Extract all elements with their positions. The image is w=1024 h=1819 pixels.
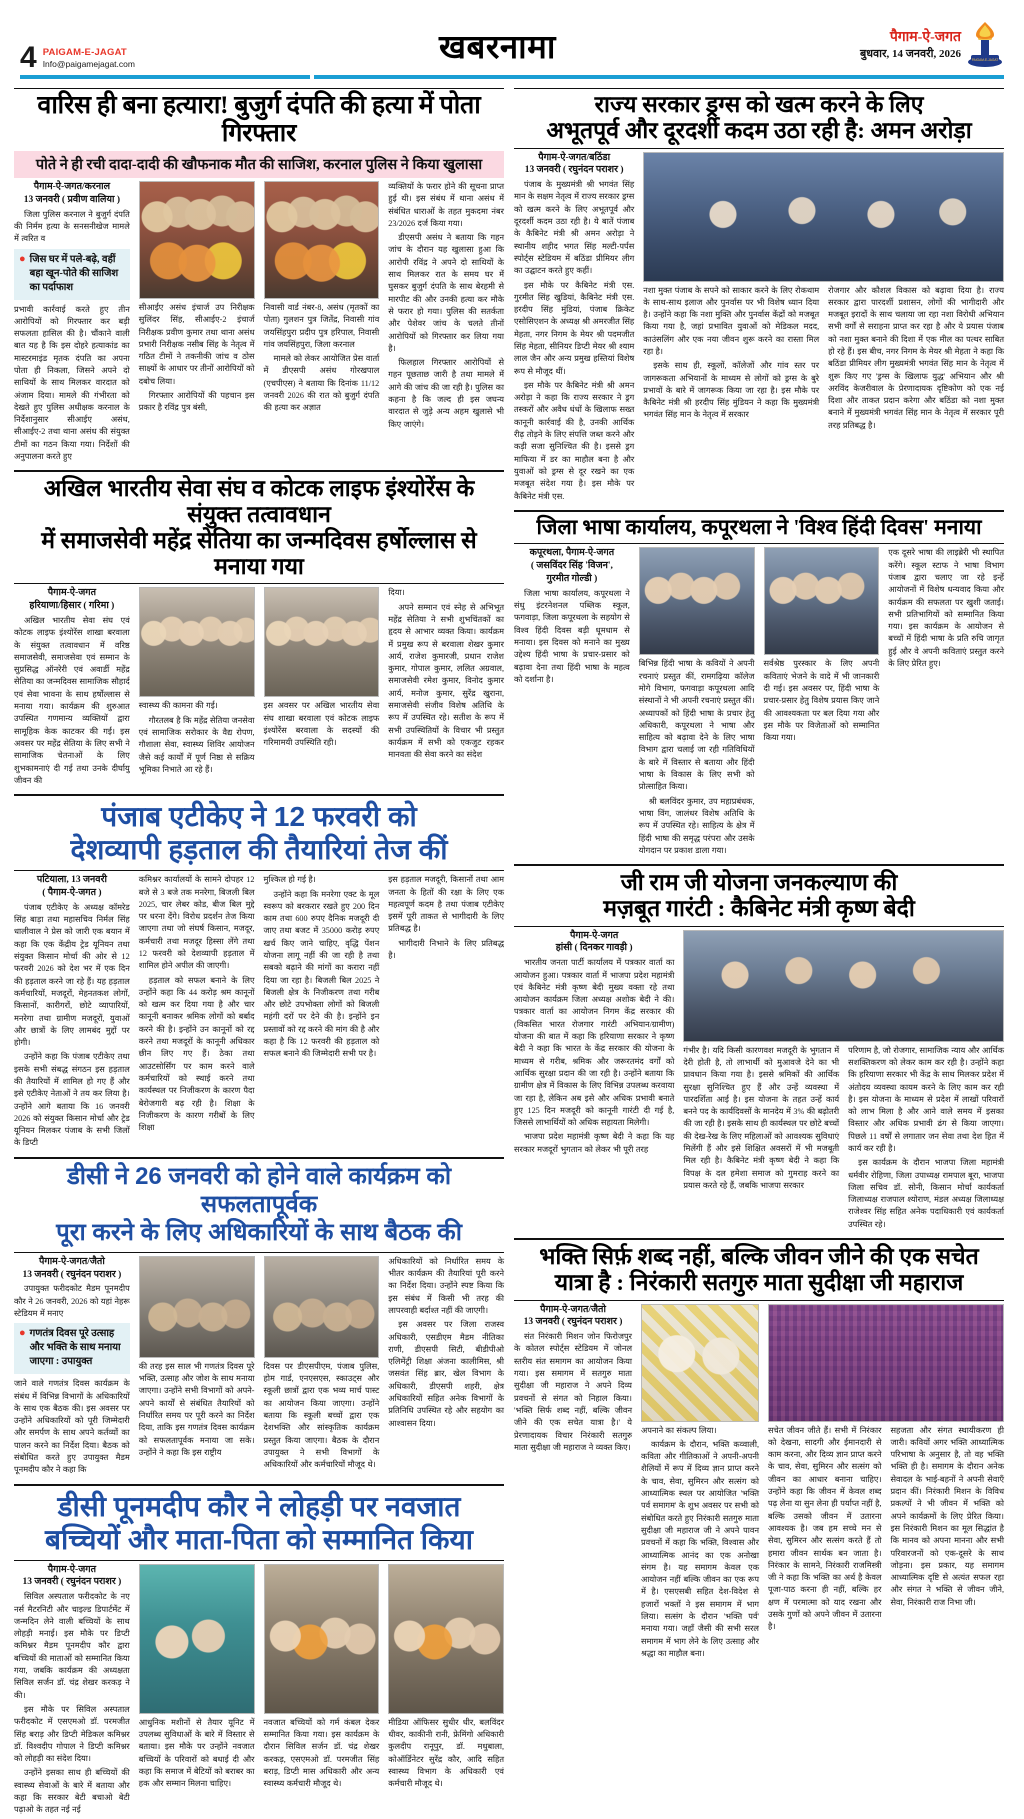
byline: [514, 547, 630, 585]
body-column-3: [264, 1256, 380, 1479]
paragraph: प्रभावी कार्रवाई करते हुए तीन आरोपियों को गिरफ्तार कर बड़ी सफलता हासिल की है। चौंकाने वाली बात यह है कि इस दोहरे हत्याकांड का मास्टरमाइंड मृतक दंपति का अपना पोता ही निकला, जिसने अपने दो साथियों के साथ मिलकर वारदात को अंजाम दिया। मामले की गंभीरता को देखते हुए पुलिस अधीक्षक करनाल के निर्देशानुसार सीआईए असंध, सीआईए-2 तथा थाना असंध की संयुक्त टीमों का गठन किया गया। निर्देशों की अनुपालना करते हुए: [14, 304, 130, 462]
byline-line-2: ( पैगाम-ऐ-जगत ): [42, 888, 102, 899]
byline-line-1: पैगाम-ऐ-जगत/जैतो: [38, 1256, 105, 1267]
article-photo-police-team: [264, 181, 380, 299]
paragraph: इस कार्यक्रम के दौरान भाजपा जिला महामंत्री धर्मवीर रोहिणा, जिला उपाध्यक्ष रामपाल बूरा, भाजपा जिला सचिव डॉ. सोनी, किसान मोर्चा कार्यकर्ता जिलाध्यक्ष राजपाल श्योराण, मंडल अध्यक्ष जिलाध्यक्ष राजेश्वर सिंह सहित अनेक पदाधिकारी एवं कार्यकर्ता उपस्थित रहे।: [848, 1158, 1005, 1229]
article-photo-conference-room: [264, 1256, 380, 1358]
article-photo-cake-cutting: [139, 587, 255, 697]
article-headline-line-2: बच्चियों और माता-पिता को सम्मानित किया: [44, 1523, 473, 1555]
paragraph: अखिल भारतीय सेवा संघ एवं कोटक लाइफ इंश्योरेंस शाखा बरवाला के संयुक्त तत्वावधान में वरिष्ठ समाजसेवी, समाजसेवा एवं सम्मान के सुप्रसिद्ध ऑनरेरी एवं अवार्डी महेंद्र सेतिया का जन्मदिवस सामाजिक सौहार्द एवं सेवा भावना के साथ हर्षोल्लास से मनाया गया। कार्यक्रम की शुरुआत उपस्थित गणमान्य व्यक्तियों द्वारा सामूहिक केक काटकर की गई। इस अवसर पर महेंद्र सेतिया के लिए सभी ने सामाजिक चेतनाओं के लिए शुभकामनाएं दी गई तथा उनके दीर्घायु जीवन की: [14, 616, 130, 785]
body-column-3: [768, 1425, 882, 1636]
body-column-4: [388, 1564, 504, 1819]
byline: [14, 874, 130, 900]
article-headline-line-1: पंजाब एटीकेए ने 12 फरवरी को: [101, 801, 417, 833]
article-headline-line-1: अखिल भारतीय सेवा संघ व कोटक लाइफ इंश्योरेंस के संयुक्त तत्वावधान: [43, 476, 475, 528]
body-column-2: [139, 181, 255, 465]
paragraph: सिविल अस्पताल फरीदकोट के नए नर्स मैटरनिटी और चाइल्ड डिपार्टमेंट में जन्मदिन लेने वाली बच्चियों के साथ लोहड़ी मनाई। इस मौके पर डिप्टी कमिश्नर मैडम पूनमदीप कौर द्वारा बच्चियों की माताओं को सम्मानित किया गया, जबकि कार्यक्रम की अध्यक्षता सिविल सर्जन डॉ. चंद्र शेखर करकड़ ने की।: [14, 1592, 130, 1700]
article-hindi-diwas-kapurthala: [514, 510, 1004, 859]
article-photo-newborn-honouring: [264, 1564, 380, 1714]
byline-line-1: पैगाम-ऐ-जगत: [47, 588, 97, 599]
body-column-3: [764, 547, 880, 859]
paragraph: भारतीय जनता पार्टी कार्यालय में पत्रकार वार्ता का आयोजन हुआ। पत्रकार वार्ता में भाजपा प्रदेश महामंत्री एवं कैबिनेट मंत्री कृष्ण बेदी मुख्य वक्ता रहे तथा आयोजन कार्यक्रम जिला अध्यक्ष अशोक बेदी ने की। पत्रकार वार्ता का आयोजन निगम केंद्र सरकार की (विकसित भारत रोजगार गारंटी अभियान/ग्रामीण) योजना की बात में कहा कि हरियाणा सरकार ने कृष्ण बेदी ने कहा कि भारत के केंद्र सरकार की योजना के माध्यम से गरीब, श्रमिक और जरूरतमंद वर्गों को आर्थिक सुरक्षा प्रदान की जा रही है। उन्होंने बताया कि ग्रामीण क्षेत्र में विकास के लिए विभिन्न उपलब्ध करवाया जा रहा है, लेकिन अब इसे और अधिक प्रभावी बनाते हुए 125 दिन मजदूरी को कानूनी गारंटी दी गई है, जिससे लाभार्थियों को अधिक सहायता मिलेगी।: [514, 958, 675, 1128]
article-photo-hospital-inauguration: [139, 1564, 255, 1714]
paragraph: मामले को लेकर आयोजित प्रेस वार्ता में डीएसपी असंध गोरखपाल (एचपीएस) ने बताया कि दिनांक 11/12 जनवरी 2026 की रात को बुजुर्ग दंपति की हत्या कर अज्ञात: [263, 354, 380, 413]
article-headline-line-2: मज़बूत गारंटी : कैबिनेट मंत्री कृष्ण बेदी: [603, 895, 915, 921]
byline-line-2: हांसी ( दिनकर गावड़ी ): [555, 943, 633, 954]
paragraph: गंभीर है। यदि किसी कारणवश मजदूरी के भुगतान में देरी होती है, तो लाभार्थी को मुआवजे देने का भी प्रावधान किया गया है। इससे श्रमिकों की आर्थिक सुरक्षा सुनिश्चित हुए हैं और उन्हें व्यवस्था में पारदर्शिता आई है। इस योजना के तहत उन्हें कार्य बनने पद के कार्यदिवसों के मानदेय में 3% की बढ़ोतरी की जा रही है। इसके साथ ही कार्यस्थल पर छोटे बच्चों की देख-रेख के लिए महिलाओं को आवश्यक सुविधाएं मिलेंगी हैं और इसे शिक्षित अवसरों में भी मजबूती मिल रही है। कैबिनेट मंत्री कृष्ण बेदी ने कहा कि विपक्ष के दल हमेशा समाज को गुमराह करने का प्रयास करते रहे हैं, जबकि भाजपा सरकार: [683, 1045, 840, 1190]
bullet-dot-icon: ●: [19, 1327, 26, 1340]
paragraph: मुश्किल हो गई है।: [263, 875, 316, 885]
sub-columns: [768, 1425, 1004, 1636]
body-column-1: [514, 1304, 632, 1663]
body-column-2: [139, 874, 255, 1152]
article-dc-lohri-newborn-girls: [14, 1484, 504, 1819]
sub-columns: [643, 285, 1004, 435]
body-column-1: [514, 930, 674, 1233]
article-headline: जिला भाषा कार्यालय, कपूरथला ने 'विश्व हिंदी दिवस' मनाया: [536, 514, 982, 539]
body-column-4: [388, 874, 504, 1152]
brand-name-hindi: पैगाम-ऐ-जगत: [889, 30, 961, 46]
masthead-left: [20, 40, 135, 74]
paragraph: अधिकारियों को निर्धारित समय के भीतर कार्यक्रम की तैयारियां पूरी करने का निर्देश दिया। उन्होंने स्पष्ट किया कि इस संबंध में किसी भी तरह की लापरवाही बर्दाश्त नहीं की जाएगी।: [388, 1256, 504, 1315]
byline-line-1: पैगाम-ऐ-जगत: [47, 1564, 97, 1575]
byline-line-2: 13 जनवरी ( प्रवीण वालिया ): [23, 194, 121, 205]
byline-line-1: पैगाम-ऐ-जगत/जैतो: [540, 1304, 606, 1315]
byline: [14, 587, 130, 613]
body-column-1: [14, 1256, 130, 1479]
article-dc-republic-day-meeting: [14, 1157, 504, 1479]
brand-name-english: PAIGAM-E-JAGAT: [42, 46, 127, 58]
article-headline-line-1: डीसी पूनमदीप कौर ने लोहड़ी पर नवजात: [57, 1490, 461, 1522]
paragraph: परिणाम है, जो रोजगार, सामाजिक न्याय और आर्थिक सशक्तिकरण को लेकर काम कर रही है। उन्होंने कहा कि हरियाणा सरकार भी केंद्र के साथ मिलकर प्रदेश में अंतोदय व्यवस्था कायम करने के लिए काम कर रही है। इस योजना के माध्यम से प्रदेश में लाखों परिवारों को लाभ मिला है और आने वाले समय में इसका विस्तार और अधिक प्रभावी ढंग से किया जाएगा। पिछले 11 वर्षों से लगातार जन सेवा तथा देश हित में कार्य कर रही है।: [848, 1045, 1005, 1153]
body-column-4: [388, 587, 504, 789]
article-headline-line-2: पूरा करने के लिए अधिकारियों के साथ बैठक की: [56, 1219, 462, 1247]
paragraph: निवासी वार्ड नंबर-8, असंध (मृतकों का पोता) गुलशन पुत्र जितेंद्र, निवासी गांव जयसिंहपुरा प्रदीप पुत्र हरिपाल, निवासी गांव जयसिंहपुरा, जिला करनाल: [263, 303, 380, 349]
paragraph: इस अवसर पर जिला राजस्व अधिकारी, एसडीएम मैडम नीतिका राणी, डीएसपी सिटी, बीडीपीओ एलिमेंट्री शिक्षा अंजना कालीमिस, श्री जसवंत सिंह ब्रार, खेल विभाग के अधिकारी, डीएसपी शहरी, क्षेत्र अधिकारियों सहित अनेक विभागों के प्रतिनिधि उपस्थित रहे और सहयोग का आश्वासन दिया।: [388, 1320, 504, 1428]
paragraph: दिवस पर डीएसपीएम, पंजाब पुलिस, होम गार्ड, एनएसएस, स्काउट्स और स्कूली छात्रों द्वारा एक भव्य मार्च पास्ट का आयोजन किया जाएगा। उन्होंने बताया कि स्कूली बच्चों द्वारा एक देशभक्ति और सांस्कृतिक कार्यक्रम प्रस्तुत किया जाएगा। बैठक के दौरान उपायुक्त ने सभी विभागों के अधिकारियों और कर्मचारियों मौजूद थे।: [263, 1361, 380, 1470]
article-photo-arrested-accused: [139, 181, 255, 299]
body-column-3: [264, 874, 380, 1152]
photo-caption: सीआईए असंध इंचार्ज उप निरीक्षक सुलिंदर सिंह, सीआईए-2 इंचार्ज निरीक्षक प्रवीण कुमार तथा थाना असंध प्रभारी निरीक्षक नसीब सिंह के नेतृत्व में गठित टीमों ने तकनीकी जांच व ठोस साक्ष्यों के आधार पर तीनों आरोपियों को दबोच लिया।: [138, 303, 255, 386]
paragraph: उन्होंने कहा कि मनरेगा एक्ट के मूल स्वरूप को बरकरार रखते हुए 200 दिन काम तथा 600 रुपए दैनिक मजदूरी दी जाए तथा बजट में 35000 करोड़ रुपए खर्च किए जाने चाहिए, वृद्धि पेंशन योजना लागू नहीं की जा रही है तथा सबको बढ़ाने की मांगों का करारा नहीं दिया जा रहा है। बिजली बिल 2025 ने बिजली क्षेत्र के निजीकरण तथा गरीब और छोटे उपभोक्ता लोगों को बिजली महंगी दरों पर देने की है। इन्होंने इन प्रस्तावों को रद्द करने की मांग की है और कहा है कि 12 फरवरी की हड़ताल को सफल बनाने की जिम्मेदारी सभी पर है।: [263, 889, 380, 1059]
article-body: [14, 587, 504, 789]
paragraph: सचेत जीवन जीते हैं। सभी में निरंकार को देखना, सादगी और ईमानदारी से काम करना, और दिव्य ज्ञान प्राप्त करने के चाव, सेवा, सुमिरन और सत्संग को जीवन का आधार बनाना चाहिए। उन्होंने कहा कि जीवन में केवल शब्द पढ़ लेना या सुन लेना ही पर्याप्त नहीं है, बल्कि उसको जीवन में उतारना आवश्यक है। जब हम सच्चे मन से सेवा, सुमिरन और सत्संग करते हैं तो हमारा जीवन सार्थक बन जाता है। निरंकार के सामने, निरंकारी राजमिस्त्री जी ने कहा कि भक्ति का अर्थ है केवल पूजा-पाठ करना ही नहीं, बल्कि हर क्षण में परमात्मा को याद रखना और उसके गुणों को अपने जीवन में उतारना है।: [768, 1425, 882, 1632]
section-title: खबरनामा: [438, 30, 556, 66]
article-ji-ram-ji-yojana: [514, 864, 1004, 1233]
paragraph: पंजाब एटीकेए के अध्यक्ष कॉमरेड सिंह बाड़ा तथा महासचिव निर्मल सिंह धालीवाल ने प्रेस को जारी एक बयान में कहा कि एक केंद्रीय ट्रेड यूनियन तथा संयुक्त किसान मोर्चा की ओर से 12 फरवरी 2026 को देश भर में एक दिन की हड़ताल करने जा रहे हैं। यह हड़ताल कर्मचारियों, मजदूरों, मेहनतकश लोगों, किसानों, कारीगरों, छोटे व्यापारियों, मनरेगा तथा ग्रामीण मजदूरों, युवाओं और छात्रों के लिए लामबंद मुद्दों पर होगी।: [14, 902, 130, 1048]
rule-segment-right: [314, 75, 1004, 79]
paragraph: जाने वाले गणतंत्र दिवस कार्यक्रम के संबंध में विभिन्न विभागों के अधिकारियों के साथ एक बैठक की। इस अवसर पर उन्होंने अधिकारियों को पूरी जिम्मेदारी और समर्पण के साथ अपने कर्तव्यों का पालन करने का निर्देश दिया। बैठक को संबोधित करते हुए उपायुक्त मैडम पूनमदीप कौर ने कहा कि: [14, 1379, 130, 1475]
paragraph: दिया।: [388, 588, 405, 598]
page-columns: [14, 84, 1010, 1819]
byline-line-1: पटियाला, 13 जनवरी: [36, 875, 107, 886]
paragraph: नवजात बच्चियों को गर्म कंबल देकर सम्मानित किया गया। इस कार्यक्रम के दौरान सिविल सर्जन डॉ. चंद्र शेखर करकड़, एसएमओ डॉ. परमजीत सिंह बराड़, डिप्टी मास अधिकारी और अन्य स्वास्थ्य कर्मचारी मौजूद थे।: [263, 1717, 380, 1789]
body-column-3: [828, 285, 1004, 435]
paragraph: पंजाब के मुख्यमंत्री श्री भगवंत सिंह मान के सक्षम नेतृत्व में राज्य सरकार ड्रग्स को खत्म करने के लिए अभूतपूर्व और दूरदर्शी कदम उठा रही है। ये बातें पंजाब के कैबिनेट मंत्री श्री अमन अरोड़ा ने स्थानीय शहीद भगत सिंह मल्टी-पर्पस स्पोर्ट्स स्टेडियम में बठिंडा प्रीमियर लीग का उद्घाटन करते हुए कहीं।: [514, 180, 635, 276]
masthead-brand-block: [43, 48, 135, 70]
body-column-1: [14, 587, 130, 789]
byline-line-1: पैगाम-ऐ-जगत/करनाल: [33, 182, 111, 192]
article-photo-award-ceremony: [764, 547, 880, 655]
body-column-2: [641, 1304, 759, 1663]
article-photo-press-conference: [683, 930, 1004, 1042]
byline-line-2: हरियाणा/हिसार ( गरिमा ): [29, 601, 115, 612]
paragraph: इस अवसर पर अखिल भारतीय सेवा संघ शाखा बरवाला एवं कोटक लाइफ इंश्योरेंस बरवाला के सदस्यों की गरिमामयी उपस्थिति रही।: [263, 701, 380, 748]
article-headline: वारिस ही बना हत्यारा! बुजुर्ग दंपति की हत्या में पोता गिरफ्तार: [37, 92, 481, 147]
article-heir-murder: [14, 88, 504, 465]
body-column-3: [264, 587, 380, 789]
article-headline-line-1: डीसी ने 26 जनवरी को होने वाले कार्यक्रम को सफलतापूर्वक: [66, 1162, 452, 1219]
paragraph: की तरह इस साल भी गणतंत्र दिवस पूरे भक्ति, उत्साह और जोश के साथ मनाया जाएगा। उन्होंने सभी विभागों को अपने-अपने कार्यों से संबंधित तैयारियों को निर्धारित समय पर पूरी करने का निर्देश दिया, ताकि इस गणतंत्र दिवस कार्यक्रम को सफलतापूर्वक मनाया जा सके। उन्होंने ने कहा कि इस राष्ट्रीय: [138, 1361, 255, 1457]
body-column-1: [14, 181, 130, 465]
article-seva-sangh-birthday: [14, 470, 504, 789]
callout-text: जिस घर में पले-बढ़े, वहीं बहा खून-पोते की साजिश का पर्दाफाश: [29, 253, 119, 293]
article-body: [14, 874, 504, 1152]
article-headline-line-2: यात्रा है : निरंकारी सतगुरु माता सुदीक्षा जी महाराज: [554, 1269, 964, 1295]
article-headline-line-2: देशव्यापी हड़ताल की तैयारियां तेज कीं: [70, 834, 448, 866]
byline-line-1: पैगाम-ऐ-जगत: [570, 930, 619, 941]
body-column-1: [14, 874, 130, 1152]
byline-line-2: ( जसविंदर सिंह 'विजन',: [530, 561, 613, 572]
body-column-1: [14, 1564, 130, 1819]
body-column-1: [514, 152, 634, 505]
body-column-3: [264, 1564, 380, 1819]
body-columns-with-photo: [643, 152, 1004, 505]
bullet-dot-icon: ●: [19, 252, 26, 265]
article-headline-line-1: जी राम जी योजना जनकल्याण की: [620, 870, 898, 896]
body-column-2: [683, 1045, 839, 1233]
masthead: [14, 10, 1010, 72]
byline-line-2: 13 जनवरी ( रघुनंदन पराशर ): [524, 165, 624, 176]
article-photo-stadium-audience: [643, 152, 1004, 282]
body-column-2: [139, 1564, 255, 1819]
paragraph: नशा मुक्त पंजाब के सपने को साकार करने के लिए रोकथाम के साथ-साथ इलाज और पुनर्वास पर भी विशेष ध्यान दिया है। उन्होंने कहा कि नशा मुक्ति और पुनर्वास केंद्रों को मजबूत किया गया है, जहां प्रभावित युवाओं को मेडिकल मदद, काउंसलिंग और एक नया जीवन शुरू करने का रास्ता मिल रहा है।: [643, 285, 820, 356]
article-body: [514, 930, 1004, 1233]
article-headline-line-1: भक्ति सिर्फ़ शब्द नहीं, बल्कि जीवन जीने की एक सचेत: [539, 1244, 979, 1270]
article-body: [514, 1304, 1004, 1663]
body-columns-with-photo: [683, 930, 1004, 1233]
contact-email: Info@paigamejagat.com: [42, 58, 135, 69]
paragraph: रोजगार और कौशल विकास को बढ़ावा दिया है। राज्य सरकार द्वारा पारदर्शी प्रशासन, लोगों की भागीदारी और मजबूत इरादों के साथ चलाया जा रहा नशा विरोधी अभियान सभी वर्गों से सराहना प्राप्त कर रहा है और ये प्रयास पंजाब को नशा मुक्त बनाने की दिशा में एक मील का पत्थर साबित हो रहे हैं। इस बीच, नगर निगम के मेयर श्री मेहता ने कहा कि बठिंडा प्रीमियर लीग मुख्यमंत्री भगवंत सिंह मान के नेतृत्व में शुरू किए गए 'ड्रग्स के खिलाफ युद्ध' अभियान और श्री अरविंद केजरीवाल के प्रेरणादायक दृष्टिकोण को एक नई दिशा और ताकत प्रदान करेगा और बठिंडा को नशा मुक्त बनाने में मुख्यमंत्री भगवंत सिंह मान के नेतृत्व में सरकार पूरी तरह प्रतिबद्ध है।: [828, 285, 1004, 430]
body-columns-with-photo: [768, 1304, 1004, 1663]
paragraph: सहजता और संगत स्थायीकरण ही जारी। कवियों अगर भक्ति आध्यात्मिक परिभाषा के अनुसार है, तो वह भक्ति भक्ति ही है। समागम के दौरान अनेक सेवादल के भाई-बहनों ने अपनी सेवाएँ प्रदान कीं। निरंकारी मिशन के विविध प्रकल्पों ने भी जीवन में भक्ति को अपने कार्यक्रमों के लिए प्रेरित किया। इस निरंकारी मिशन का मूल सिद्धांत है कि मानव को अपना मानना और सभी परिवारजनों को एक-दूसरे के साथ जोड़ना। इस प्रकार, यह समागम आध्यात्मिक दृष्टि से अत्यंत सफल रहा और संगत ने भक्ति से जीवन जीने, सेवा, निरंकारी राज निभा जी।: [890, 1425, 1004, 1607]
torch-logo-icon: [966, 22, 1004, 68]
byline-line-1: पैगाम-ऐ-जगत/बठिंडा: [538, 152, 611, 163]
body-column-4: [888, 547, 1004, 859]
body-column-4: [388, 181, 504, 465]
article-body: [514, 547, 1004, 859]
paragraph: गौरतलब है कि महेंद्र सेतिया जनसेवा एवं सामाजिक सरोकार के वैद्य रोपण, गौशाला सेवा, स्वास्थ्य शिविर आयोजन जैसे कई कार्यों में पूर्ण निष्ठा से सक्रिय भूमिका निभाते आ रहे हैं।: [138, 715, 255, 774]
paragraph: व्यक्तियों के फरार होने की सूचना प्राप्त हुई थी। इस संबंध में थाना असंध में संबंधित धाराओं के तहत मुकदमा नंबर 23/2026 दर्ज किया गया।: [388, 182, 504, 228]
paragraph: उपायुक्त फरीदकोट मैडम पूनमदीप कौर ने 26 जनवरी, 2026 को यहां नेहरू स्टेडियम में मनाए: [14, 1284, 130, 1318]
byline-line-2: 13 जनवरी ( रघुनंदन पराशर ): [22, 1577, 122, 1588]
paragraph: उन्होंने कहा कि पंजाब एटीकेए तथा इसके सभी संबद्ध संगठन इस हड़ताल की तैयारियों में शामिल हो गए हैं और इसे एटीकेए नेताओं ने तय कर लिया है। उन्होंने आगे बताया कि 16 जनवरी 2026 को संयुक्त किसान मोर्चा और ट्रेड यूनियन मिलकर पंजाब के सभी जिलों के डिप्टी: [14, 1052, 130, 1148]
byline-line-3: गुरमीत गोल्डी ): [546, 573, 598, 584]
article-photo-family-blankets: [388, 1564, 504, 1714]
paragraph: स्वास्थ्य की कामना की गई।: [138, 701, 218, 711]
article-headline-line-1: राज्य सरकार ड्रग्स को खत्म करने के लिए: [594, 92, 924, 117]
paragraph: इस मौके पर सिविल अस्पताल फरीदकोट में एसएमओ डॉ. परमजीत सिंह बराड़ और डिप्टी मेडिकल कमिश्नर डॉ. विश्वदीप गोपाल ने डिप्टी कमिश्नर को लोहड़ी का संदेश दिया।: [14, 1704, 130, 1764]
body-column-2: [639, 547, 755, 859]
paragraph: अपनाने का संकल्प लिया।: [641, 1425, 717, 1435]
article-punjab-atka-strike: [14, 794, 504, 1152]
byline-line-2: 13 जनवरी ( रघुनंदन पराशर ): [22, 1269, 122, 1280]
masthead-right: [860, 22, 1004, 70]
masthead-center: [135, 23, 860, 70]
svg-text:PAIGAM-E-JAGAT: PAIGAM-E-JAGAT: [971, 58, 999, 62]
paragraph: एक दूसरे भाषा की लाइब्रेरी भी स्थापित करेंगे। स्कूल स्टाफ ने भाषा विभाग पंजाब द्वारा चलाए जा रहे इन्हें आयोजनों में विशेष धन्यवाद किया और कार्यक्रम की सफलता पर खुशी जताई। सभी प्रतिभागियों को सम्मानित किया गया। इस कार्यक्रम के आयोजन से बच्चों में हिंदी भाषा के प्रति रुचि जागृत हुई और वे अपनी कविताएं प्रस्तुत करने के लिए प्रेरित हुए।: [888, 548, 1004, 669]
paragraph: आधुनिक मशीनों से तैयार यूनिट में उपलब्ध सुविधाओं के बारे में विस्तार से बताया। इस मौके पर उन्होंने नवजात बच्चियों के परिवारों को बधाई दी और कहा कि समाज में बेटियों को बराबर का हक और सम्मान मिलना चाहिए।: [138, 1717, 255, 1789]
article-headline-line-2: में समाजसेवी महेंद्र सेतिया का जन्मदिवस हर्षोल्लास से मनाया गया: [41, 527, 477, 579]
byline: [14, 1256, 130, 1282]
article-photo-officials-meeting: [139, 1256, 255, 1358]
callout-text: गणतंत्र दिवस पूरे उत्साह और भक्ति के साथ मनाया जाएगा : उपायुक्त: [29, 1328, 121, 1368]
article-body: [14, 1256, 504, 1479]
body-column-2: [643, 285, 819, 435]
paragraph: गिरफ्तार आरोपियों की पहचान इस प्रकार है रविंद्र पुत्र बंसी,: [138, 391, 255, 413]
byline: [514, 152, 634, 178]
paragraph: भाजपा प्रदेश महामंत्री कृष्ण बेदी ने कहा कि यह सरकार मजदूरों भुगतान को लेकर भी पूरी तरह: [514, 1132, 675, 1154]
paragraph: उन्होंने इसका साथ ही बच्चियों की स्वास्थ्य सेवाओं के बारे में बताया और कहा कि सरकार बेटी बचाओ बेटी पढ़ाओ के तहत नई नई: [14, 1768, 130, 1815]
article-nirankari-satguru: [514, 1238, 1004, 1662]
paragraph: संत निरंकारी मिशन जोन फिरोजपुर के कोतल स्पोर्ट्स स्टेडियम में जोनल स्तरीय संत समागम का आयोजन किया गया। इस समागम में सतगुरु माता सुदीक्षा जी महाराज ने अपने दिव्य प्रवचनों से संगत को निहाल किया। 'भक्ति सिर्फ शब्द नहीं, बल्कि जीवन जीने की एक सचेत यात्रा है।' ये प्रेरणादायक विचार निरंकारी सतगुरु माता सुदीक्षा जी महाराज ने व्यक्त किए।: [514, 1332, 632, 1452]
byline: [514, 930, 674, 956]
byline-line-2: 13 जनवरी ( रघुनंदन पराशर ): [523, 1317, 623, 1328]
article-photo-satsang-crowd: [768, 1304, 1004, 1422]
paragraph: इस मौके पर कैबिनेट मंत्री श्री अमन अरोड़ा ने कहा कि राज्य सरकार ने ड्रग तस्करों और अवैध धंधों के खिलाफ सख्त कानूनी कार्रवाई की है, उनकी आर्थिक रीढ़ तोड़ने के लिए संपत्ति जब्त करने और कड़ी सजा सुनिश्चित की है। इससे ड्रग माफिया में डर का माहौल बना है और युवाओं को ड्रग्स से दूर रखने का एक मजबूत संदेश गया है। इस मौके पर कैबिनेट मंत्री एस.: [514, 380, 635, 501]
body-column-4: [388, 1256, 504, 1479]
article-body: [14, 1564, 504, 1819]
byline: [14, 181, 130, 207]
article-photo-attendees: [264, 587, 380, 697]
article-body: [514, 152, 1004, 505]
body-column-2: [139, 587, 255, 789]
article-headline-line-2: अभूतपूर्व और दूरदर्शी कदम उठा रही है: अमन अरोड़ा: [546, 117, 972, 143]
callout-box: [14, 249, 130, 300]
page-number: 4: [20, 40, 37, 74]
paragraph: कमिश्नर कार्यालयों के सामने दोपहर 12 बजे से 3 बजे तक मनरेगा, बिजली बिल 2025, चार लेबर कोड, बीज बिल मुद्दे पर धरना देंगे। विरोध प्रदर्शन तेज किया जाएगा तथा जो संघर्ष किसान, मजदूर, कर्मचारी तथा मजदूर हिस्सा लेंगे तथा 12 फरवरी को देशव्यापी हड़ताल में शामिल होने अपील की जाएगी।: [138, 875, 255, 971]
paragraph: बिभिन्न हिंदी भाषा के कवियों ने अपनी रचनाएं प्रस्तुत कीं, रामगढ़िया कॉलेज मोगे विभाग, फगवाड़ा कपूरथला आदि संस्थानों ने भी अपनी रचनाएं प्रस्तुत कीं। अध्यापकों को हिंदी भाषा के प्रचार हेतु अधिकारी, कपूरथला ने भाषा और साहित्य को बढ़ावा देने के लिए भाषा विभाग द्वारा चलाई जा रही गतिविधियों के बारे में विस्तार से बताया और हिंदी भाषा के विकास के लिए सभी को प्रोत्साहित किया।: [638, 659, 755, 792]
paragraph: श्री बलविंदर कुमार, उप महाप्रबंधक, भाषा विंग, जालंधर विशेष अतिथि के रूप में उपस्थित रहे। साहित्य के क्षेत्र में हिंदी भाषा की समृद्ध परंपरा और उसके योगदान पर प्रकाश डाला गया।: [638, 796, 755, 855]
paragraph: कार्यक्रम के दौरान, भक्ति कव्वाली, कविता और गीतिकाओं ने अपनी-अपनी शैलियों में रूप में दिव्य ज्ञान प्राप्त करने के चाव, सेवा, सुमिरन और सत्संग को आध्यात्मिक स्थल पर आयोजित 'भक्ति पर्व समागम' के शुभ अवसर पर सभी को संबोधित करते हुए निरंकारी सतगुरु माता सुदीक्षा जी महाराज जी ने अपने पावन प्रवचनों में कहा कि भक्ति, विश्वास और आध्यात्मिक आनंद का एक अनोखा संगम है। यह समागम केवल एक आयोजन नहीं बल्कि जीवन का एक रूप में है। एसएसबी सहित देश-विदेश से हजारों भक्तों ने इस समागम में भाग लिया। सत्संग के दौरान 'भक्ति पर्व' मनाया गया। जहाँ जैसी की सभी सरल समागम में भाग लेने के लिए उत्साह और श्रद्धा का माहौल बना।: [641, 1439, 759, 1658]
article-body: [14, 181, 504, 465]
masthead-rule: [20, 75, 1004, 79]
rule-segment-left: [20, 75, 310, 79]
paragraph: सर्वश्रेष्ठ पुरस्कार के लिए अपनी कविताएं भेजने के वादे में भी जानकारी दी गई। इस अवसर पर, हिंदी भाषा के प्रचार-प्रसार हेतु विशेष प्रयास किए जाने की आवश्यकता पर बल दिया गया और इस मौके पर विजेताओं को सम्मानित किया गया।: [763, 659, 880, 743]
article-drugs-aman-arora: [514, 88, 1004, 505]
paragraph: इस मौके पर कैबिनेट मंत्री एस. गुरमीत सिंह खुडियां, कैबिनेट मंत्री एस. हरदीप सिंह मुंडियां, पंजाब क्रिकेट एसोसिएशन के अध्यक्ष श्री अमरजीत सिंह मेहता, नगर निगम के मेयर श्री पदमजीत सिंह मेहता, सीनियर डिप्टी मेयर श्री श्याम लाल जैन और अन्य प्रमुख हस्तियां विशेष रूप से मौजूद थीं।: [514, 280, 635, 376]
byline: [514, 1304, 632, 1330]
callout-box: [14, 1323, 130, 1374]
masthead-date-block: [860, 29, 961, 61]
paragraph: भागीदारी निभाने के लिए प्रतिबद्ध है।: [388, 938, 504, 960]
paragraph: मीडिया ऑफिसर सुधीर धीर, बलविंदर धीवर, काकीनी रानी, फ्रेमिंगो अधिकारी कुलदीप रानूपुर, डॉ. मधुबाला, कोऑर्डिनेटर सुरेंद्र कौर, आदि सहित स्वास्थ्य विभाग के अधिकारी एवं कर्मचारी मौजूद थे।: [388, 1717, 504, 1789]
body-column-3: [264, 181, 380, 465]
body-column-4: [891, 1425, 1005, 1636]
paragraph: जिला भाषा कार्यालय, कपूरथला ने संधु इंटरनेशनल पब्लिक स्कूल, फगवाड़ा, जिला कपूरथला के सहयोग से विश्व हिंदी दिवस बड़ी धूमधाम से मनाया। इस दिवस को मनाने का मुख्य उद्देश्य हिंदी भाषा के प्रचार-प्रसार को बढ़ावा देना तथा हिंदी भाषा के महत्व को दर्शाना है।: [514, 588, 630, 684]
sub-columns: [683, 1045, 1004, 1233]
paragraph: अपने सम्मान एवं स्नेह से अभिभूत महेंद्र सेतिया ने सभी शुभचिंतकों का हृदय से आभार व्यक्त किया। कार्यक्रम में प्रमुख रूप से बरवाला शेखर कुमार आर्य, राजेश कुमारजी, प्रधान राजेश कुमार, गोपाल कुमार, ललित अग्रवाल, समाजसेवी रमेश कुमार, विनोद कुमार आर्य, मनोज कुमार, सुरेंद्र खुराना, समाजसेवी संजीव विशेष अतिथि के रूप में उपस्थित रहे। सतीश के रूप में सभी उपस्थितियों के विचार भी प्रस्तुत कार्यक्रम में सभी को एकजुट रहकर मानवता की सेवा करने का संदेश: [388, 602, 504, 760]
paragraph: इस हड़ताल मजदूरी, किसानों तथा आम जनता के हितों की रक्षा के लिए एक महत्वपूर्ण कदम है तथा पंजाब एटीकेए इसमें पूरी ताकत से भागीदारी के लिए प्रतिबद्ध है।: [388, 875, 504, 934]
paragraph: जिला पुलिस करनाल ने बुजुर्ग दंपति की निर्मम हत्या के सनसनीखेज मामले में त्वरित व: [14, 209, 130, 244]
left-column: [14, 84, 504, 1819]
body-column-1: [514, 547, 630, 859]
paragraph: डीएसपी असंध ने बताया कि गहन जांच के दौरान यह खुलासा हुआ कि आरोपी रविंद्र ने अपने दो साथियों के साथ मिलकर रात के समय घर में घुसकर बुजुर्ग दंपति के साथ बेरहमी से मारपीट की और उनकी हत्या कर मौके से फरार हो गया। पुलिस की सतर्कता और पेशेवर जांच के चलते तीनों आरोपियों को गिरफ्तार कर लिया गया है।: [388, 233, 504, 353]
right-column: [514, 84, 1004, 1662]
paragraph: इसके साथ ही, स्कूलों, कॉलेजों और गांव स्तर पर जागरूकता अभियानों के माध्यम से लोगों को ड्रग्स के बुरे प्रभावों के बारे में जागरूक किया जा रहा है। इस मौके पर कैबिनेट मंत्री श्री हरदीप सिंह मुंडियन ने कहा कि मुख्यमंत्री भगवंत सिंह मान के नेतृत्व में सरकार: [643, 361, 820, 420]
body-column-2: [139, 1256, 255, 1479]
byline: [14, 1564, 130, 1590]
article-photo-hindi-day-function: [639, 547, 755, 655]
article-subheadline: पोते ने ही रची दादा-दादी की खौफनाक मौत की साजिश, करनाल पुलिस ने किया खुलासा: [14, 151, 504, 178]
publication-date: बुधवार, 14 जनवरी, 2026: [860, 47, 961, 60]
byline-line-1: कपूरथला, पैगाम-ऐ-जगत: [529, 548, 615, 559]
paragraph: फिलहाल गिरफ्तार आरोपियों से गहन पूछताछ जारी है तथा मामले में आगे की जांच की जा रही है। पुलिस का कहना है कि जल्द ही इस जघन्य वारदात से जुड़े अन्य अहम खुलासे भी किए जाएंगे।: [388, 358, 504, 429]
body-column-3: [848, 1045, 1004, 1233]
article-photo-satguru: [641, 1304, 759, 1422]
paragraph: हड़ताल को सफल बनाने के लिए उन्होंने कहा कि 44 करोड़ श्रम कानूनों को खत्म कर दिया गया है और चार कानूनी बनाकर श्रमिक लोगों को बर्बाद करने की है। इन्होंने उन कानूनों को रद्द करने तथा मजदूरों के कानूनी अधिकार छीन लिए गए हैं। ठेका तथा आउटसोर्सिंग पर काम करने वाले कर्मचारियों को स्थाई करने तथा कार्यस्थल पर निजीकरण के कारण पैदा बेरोजगारी बढ़ रही है। शिक्षा के निजीकरण के कारण गरीबों के लिए शिक्षा: [138, 975, 255, 1133]
